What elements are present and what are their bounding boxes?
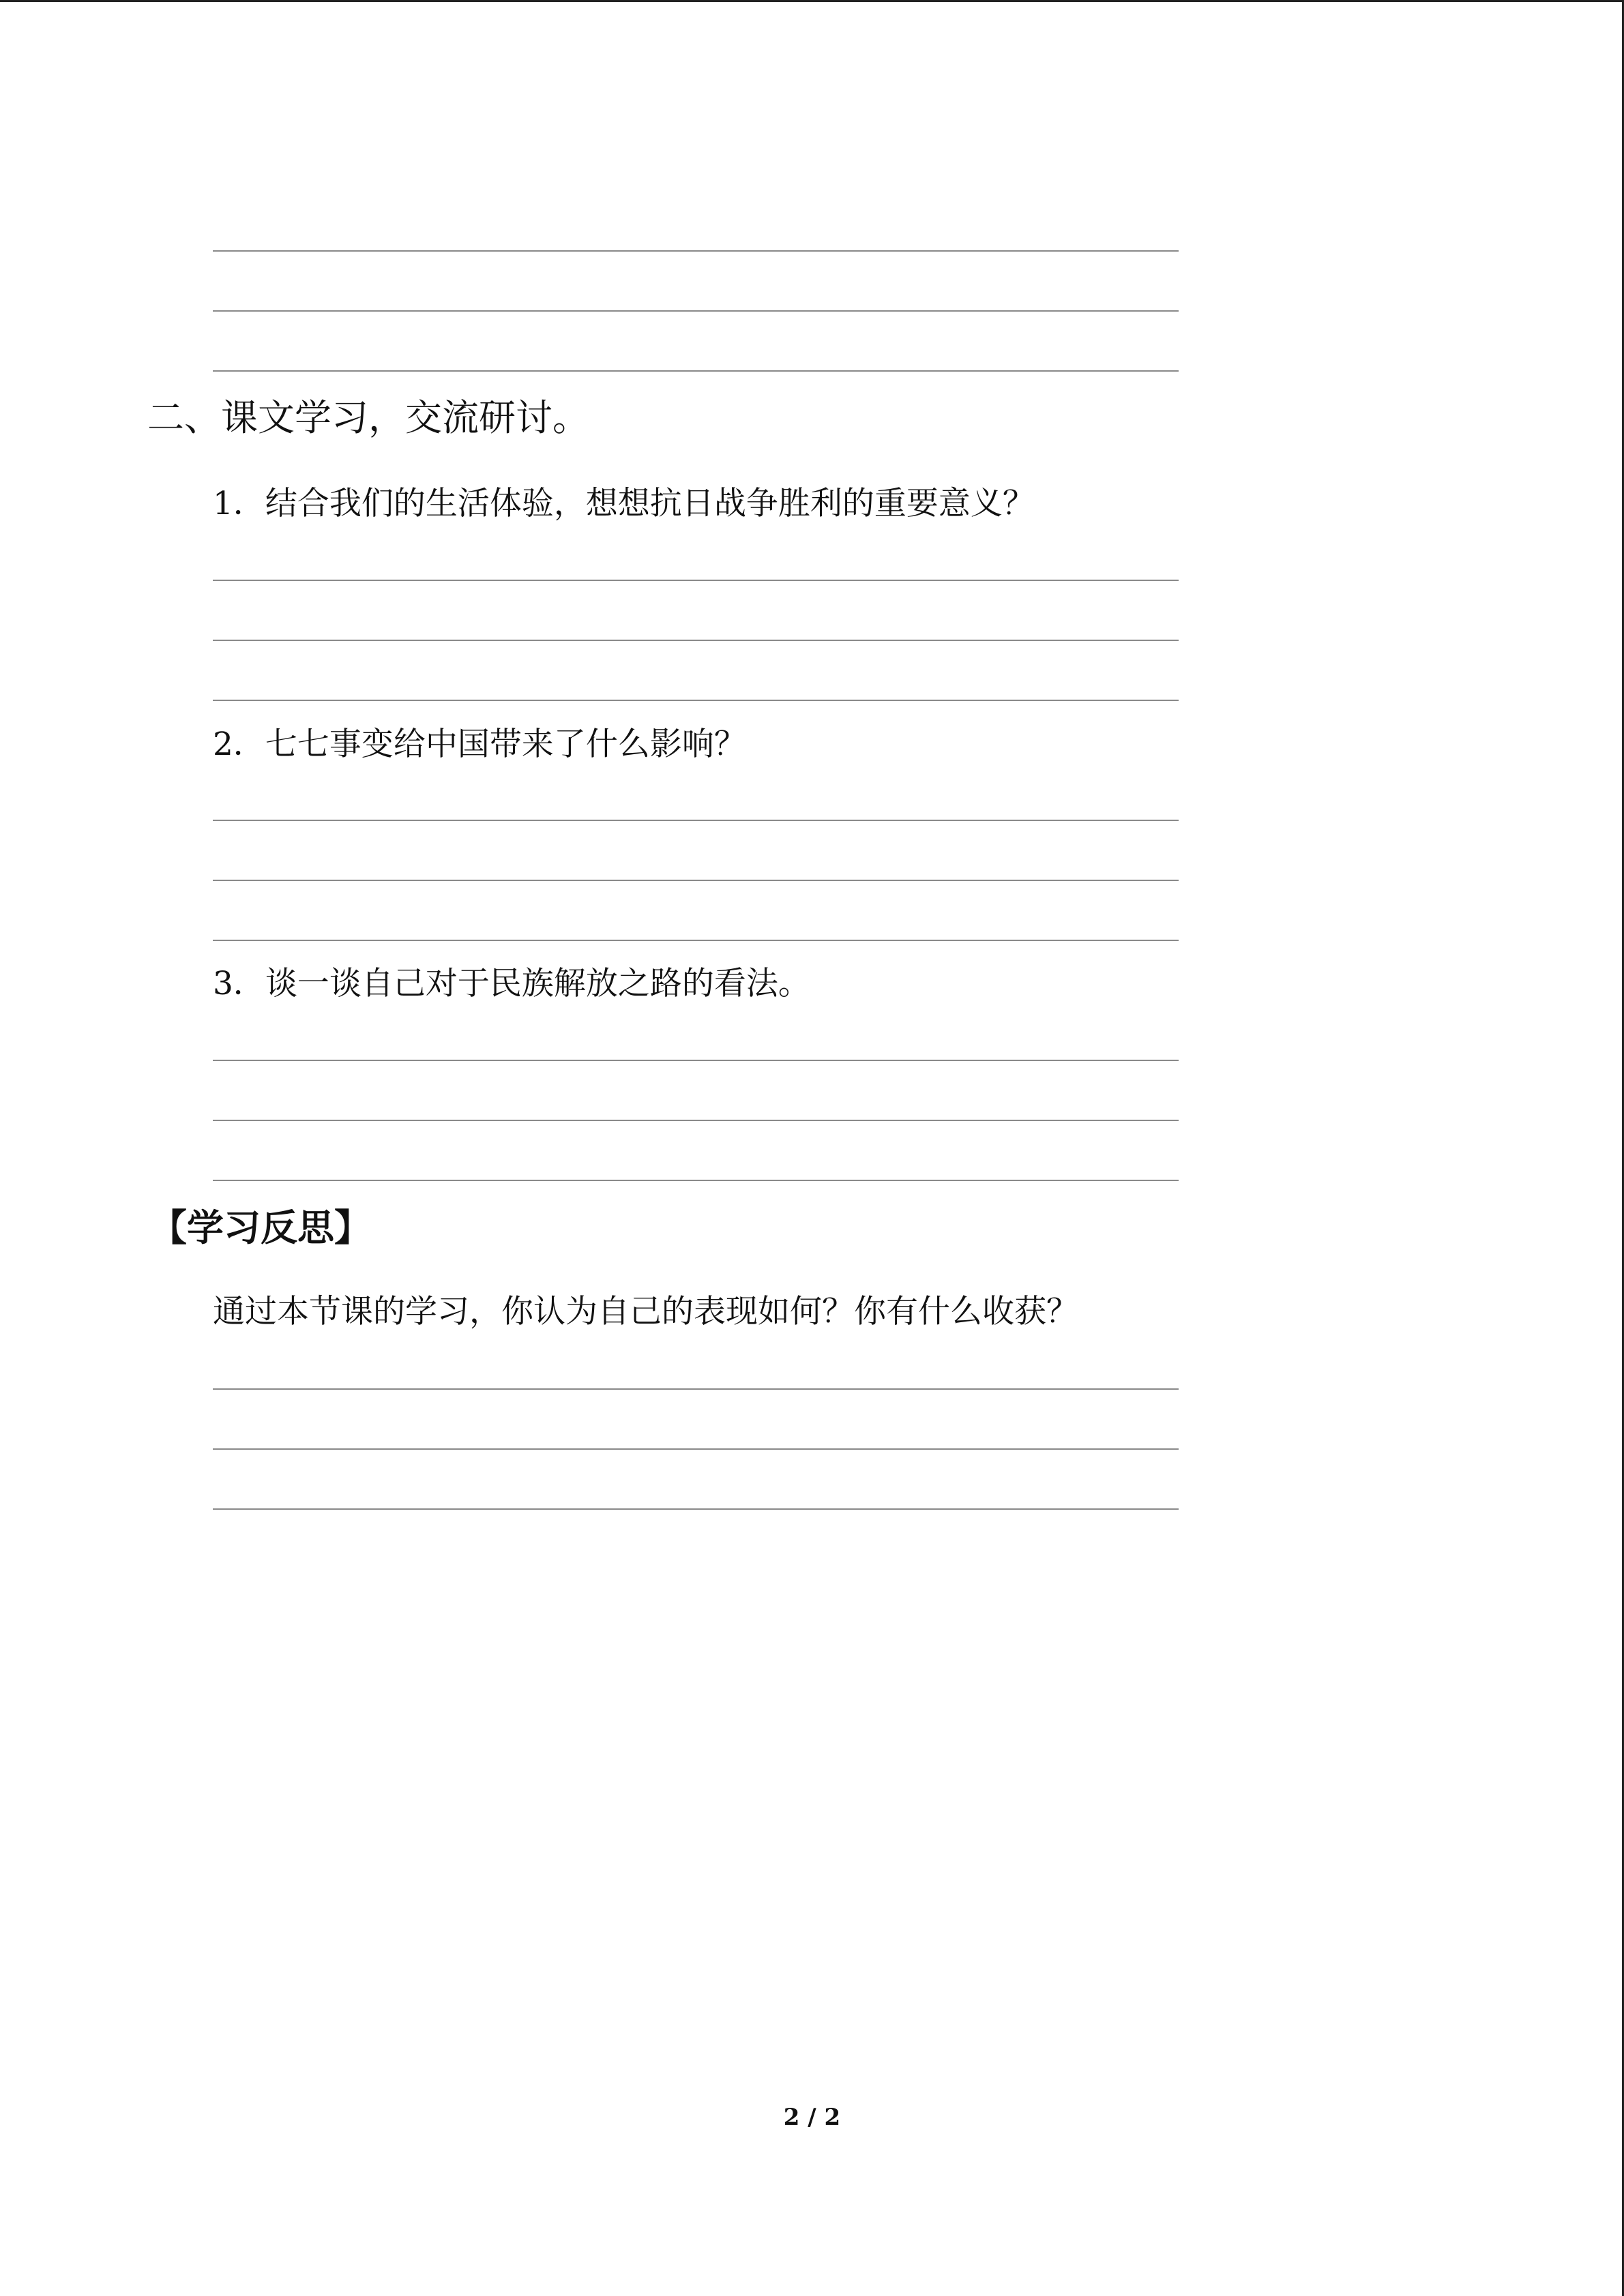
answer-line[interactable]: [213, 1180, 1179, 1181]
reflection-prompt: 通过本节课的学习，你认为自己的表现如何？你有什么收获？: [213, 1293, 1078, 1330]
answer-line[interactable]: [213, 370, 1179, 372]
section-heading: 二、课文学习，交流研讨。: [147, 396, 589, 439]
question-2: 2．七七事变给中国带来了什么影响？: [213, 726, 746, 763]
answer-line[interactable]: [213, 1448, 1179, 1450]
answer-line[interactable]: [213, 580, 1179, 581]
answer-line[interactable]: [213, 1388, 1179, 1390]
answer-line[interactable]: [213, 940, 1179, 941]
answer-line[interactable]: [213, 1060, 1179, 1061]
page-border-top: [0, 0, 1624, 2]
answer-line[interactable]: [213, 250, 1179, 252]
answer-line[interactable]: [213, 820, 1179, 821]
answer-line[interactable]: [213, 310, 1179, 312]
answer-line[interactable]: [213, 1508, 1179, 1510]
answer-line[interactable]: [213, 700, 1179, 701]
page-number: 2 / 2: [783, 2104, 841, 2131]
reflection-heading: 【学习反思】: [150, 1206, 371, 1249]
question-3: 3．谈一谈自己对于民族解放之路的看法。: [213, 965, 810, 1002]
question-1: 1．结合我们的生活体验，想想抗日战争胜利的重要意义？: [213, 485, 1035, 522]
answer-line[interactable]: [213, 640, 1179, 641]
answer-line[interactable]: [213, 880, 1179, 881]
answer-line[interactable]: [213, 1120, 1179, 1121]
